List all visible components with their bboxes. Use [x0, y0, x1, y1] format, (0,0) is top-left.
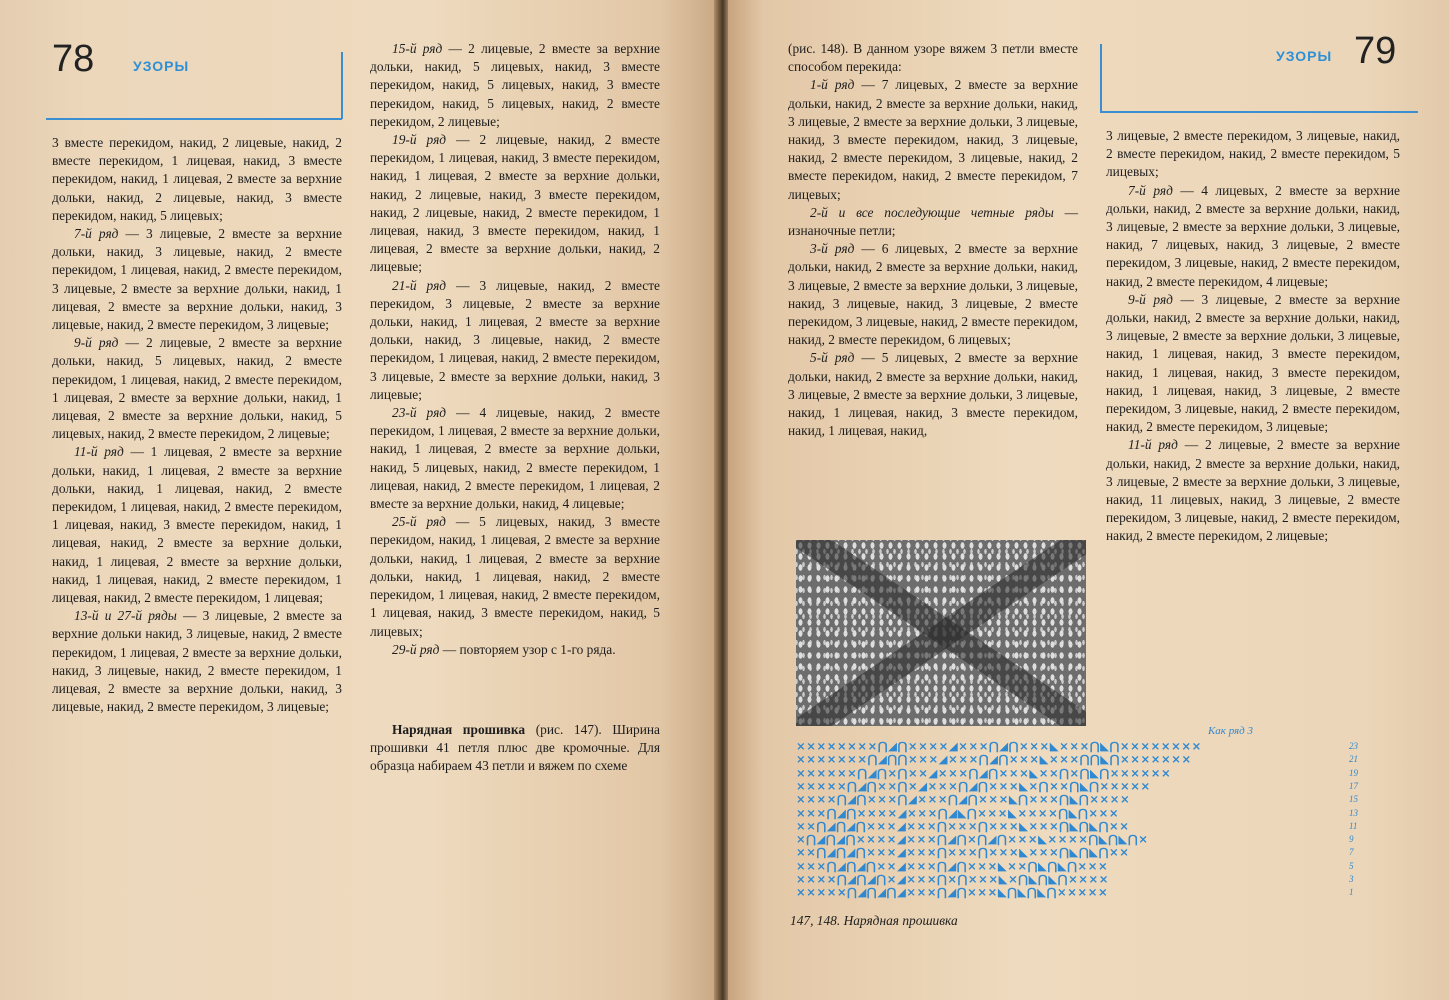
paragraph-text: — 3 лицевые, накид, 2 вместе перекидом, 3 лицевые, 2 вместе за верхние дольки, накид, 1 лицевая, 2 вместе за верхние дольки, накид, 3 лицевые, накид, 2 вместе перекидом, 1 лицевая, накид, 2 вместе перекидом, 3 лицевые, 2 вместе за верхние дольки, накид, 3 лицевые;	[370, 277, 660, 402]
paragraph-text: — 5 лицевых, 2 вместе за верхние дольки, накид, 2 вместе за верхние дольки, накид, 3 лицевые, 2 вместе за верхние дольки, 3 лицевые, накид, 1 лицевая, накид, 3 вместе перекидом, накид, 1 лицевая, накид,	[788, 350, 1078, 439]
row-label: 9-й ряд	[74, 335, 119, 351]
paragraph-text: — 7 лицевых, 2 вместе за верхние дольки, накид, 2 вместе за верхние дольки, накид, 3 лицевые, 2 вместе за верхние дольки, 3 лицевые, накид, 3 вместе перекидом, накид, 3 лицевые, накид, 2 вместе перекидом, 3 лицевые, накид, 2 вместе перекидом, накид, 2 вместе перекидом, 7 лицевых;	[788, 77, 1078, 202]
paragraph	[1106, 436, 1400, 545]
text-column-right-2	[1106, 127, 1400, 546]
row-label: 11-й ряд	[1128, 437, 1178, 453]
row-label: 1-й ряд	[810, 77, 855, 93]
row-label: 9-й ряд	[1128, 291, 1173, 307]
paragraph	[52, 134, 342, 225]
row-label: 23-й ряд	[392, 405, 447, 421]
paragraph	[788, 240, 1078, 349]
paragraph-text: — 6 лицевых, 2 вместе за верхние дольки, накид, 2 вместе за верхние дольки, накид, 3 лицевые, 2 вместе за верхние дольки, 3 лицевые, накид, 3 лицевые, накид, 3 лицевые, 2 вместе перекидом, 3 лицевые, накид, 2 вместе перекидом, накид, 2 вместе перекидом, 6 лицевых;	[788, 241, 1078, 348]
paragraph	[370, 641, 660, 659]
paragraph-text: — 3 лицевые, 2 вместе за верхние дольки, накид, 2 вместе за верхние дольки, накид, 3 лицевые, 2 вместе за верхние дольки, 3 лицевые, накид, 1 лицевая, накид, 3 вместе перекидом, накид, 1 лицевая, накид, 3 вместе перекидом, накид, 1 лицевая, накид, 3 лицевые, 2 вместе перекидом, 3 лицевые, накид, 2 вместе перекидом, накид, 2 вместе перекидом, 3 лицевые;	[1106, 291, 1401, 435]
paragraph	[370, 513, 660, 640]
chart-row-number: 7	[1349, 847, 1354, 858]
chart-label: Как ряд 3	[1208, 725, 1253, 737]
paragraph-text: — 1 лицевая, 2 вместе за верхние дольки, накид, 1 лицевая, 2 вместе за верхние дольки, накид, 1 лицевая, накид, 2 вместе перекидом, 1 лицевая, накид, 2 вместе перекидом, 1 лицевая, накид, 3 вместе перекидом, накид, 1 лицевая, накид, 2 вместе за верхние дольки, накид, 1 лицевая, 2 вместе за верхние дольки, накид, 1 лицевая, накид, 2 вместе перекидом, 1 лицевая, накид, 2 вместе перекидом, 1 лицевая;	[52, 444, 342, 606]
chart-row-number: 9	[1349, 834, 1354, 845]
row-label: 7-й ряд	[1128, 182, 1173, 198]
text-column-left-2	[370, 40, 660, 776]
chart-row-number: 1	[1349, 887, 1354, 898]
row-label: 25-й ряд	[392, 514, 446, 530]
paragraph	[370, 277, 660, 404]
paragraph	[370, 404, 660, 513]
chart-row: ×××××⋂◢⋂◢⋂◢×××⋂◢⋂×××◣⋂◣⋂◣⋂×××××	[796, 885, 1109, 900]
chart-row-number: 13	[1349, 807, 1358, 818]
row-label: 11-й ряд	[74, 444, 124, 460]
paragraph	[788, 40, 1078, 76]
paragraph	[1106, 127, 1400, 182]
bold-lead: Нарядная прошивка	[392, 721, 526, 737]
chart-row: ××⋂◢⋂◢⋂×××◢×××⋂×××⋂×××◣×××⋂◣⋂◣⋂××	[796, 818, 1130, 833]
row-label: 2-й и все последующие четные ряды	[810, 204, 1054, 220]
paragraph-text: — изнаночные петли;	[788, 204, 1078, 239]
paragraph	[1106, 291, 1400, 437]
paragraph-text: — 2 лицевые, 2 вместе за верхние дольки, накид, 5 лицевых, накид, 2 вместе перекидом, 1 лицевая, накид, 2 вместе перекидом, 1 лицевая, 2 вместе за верхние дольки, накид, 1 лицевая, 2 вместе за верхние дольки, накид, 5 лицевых, накид, 2 вместе перекидом, 2 лицевые;	[52, 335, 343, 442]
chart-row: ×××⋂◢⋂◢⋂××◢×××⋂◢⋂×××◣××⋂◣⋂◣⋂×××	[796, 858, 1109, 873]
paragraph	[1106, 182, 1400, 291]
header-rule	[46, 118, 342, 120]
knitting-chart	[796, 725, 1376, 900]
row-label: 7-й ряд	[74, 226, 119, 242]
header-rule-vertical	[1100, 44, 1102, 112]
chart-row: ××××××××⋂◢⋂××××◢×××⋂◢⋂×××◣×××⋂◣⋂××××××××	[796, 739, 1202, 753]
paragraph-text: — 2 лицевые, 2 вместе за верхние дольки, накид, 5 лицевых, накид, 3 вместе перекидом, накид, 5 лицевых, накид, 3 вместе перекидом, накид, 5 лицевых, накид, 2 вместе перекидом, 2 лицевые;	[370, 41, 660, 129]
paragraph-text: — 4 лицевые, накид, 2 вместе перекидом, 1 лицевая, 2 вместе за верхние дольки, накид, 1 лицевая, 2 вместе за верхние дольки, накид, 5 лицевых, накид, 2 вместе перекидом, 1 лицевая, накид, 2 вместе перекидом, 1 лицевая, 2 вместе за верхние дольки, накид, 4 лицевые;	[370, 405, 660, 512]
row-label: 3-й ряд	[810, 241, 855, 257]
paragraph-text: — повторяем узор с 1-го ряда.	[439, 641, 616, 657]
chart-row: ×××⋂◢⋂××××◢×××⋂◢◣⋂×××◣××××⋂◣⋂×××	[796, 805, 1120, 820]
header-rule-vertical	[341, 52, 343, 119]
chart-row: ×⋂◢⋂◢⋂××××◢×××⋂◢⋂×⋂◢⋂×××◣××××⋂◣⋂◣⋂×	[796, 832, 1149, 847]
paragraph-text: — 3 лицевые, 2 вместе за верхние дольки, накид, 3 лицевые, накид, 2 вместе перекидом, 1 лицевая, накид, 2 вместе перекидом, 3 лицевые, 2 вместе за верхние дольки, накид, 1 лицевая, 2 вместе за верхние дольки, накид, 3 лицевые, накид, 2 вместе перекидом, 3 лицевые;	[52, 226, 343, 333]
chart-row-number: 21	[1349, 754, 1358, 765]
chart-row-number: 23	[1349, 741, 1358, 751]
row-label: 19-й ряд	[392, 132, 447, 148]
row-label: 13-й и 27-й ряды	[74, 608, 177, 624]
paragraph-text: 3 лицевые, 2 вместе перекидом, 3 лицевые, накид, 2 вместе перекидом, накид, 2 вместе перекидом, 5 лицевых;	[1106, 128, 1400, 180]
paragraph-text: — 3 лицевые, 2 вместе за верхние дольки накид, 3 лицевые, накид, 2 вместе перекидом, 1 лицевая, 2 вместе за верхние дольки, накид, 3 лицевые, накид, 2 вместе перекидом, 1 лицевая, 2 вместе за верхние дольки, накид, 3 лицевые, накид, 2 вместе перекидом, 3 лицевые;	[52, 608, 342, 715]
running-head: УЗОРЫ	[133, 58, 190, 74]
paragraph	[52, 225, 342, 334]
row-label: 29-й ряд	[392, 641, 440, 657]
paragraph	[370, 721, 660, 776]
chart-row: ××××⋂◢⋂◢⋂×◢×××⋂×⋂×××◣×⋂◣⋂◣⋂××××	[796, 872, 1110, 886]
text-column-left-1	[52, 134, 342, 717]
knit-sample-photo	[796, 540, 1086, 726]
page-number: 79	[1354, 30, 1397, 72]
paragraph-text: — 5 лицевых, накид, 3 вместе перекидом, накид, 1 лицевая, 2 вместе за верхние дольки, накид, 1 лицевая, 2 вместе за верхние дольки, накид, 1 лицевая, накид, 2 вместе перекидом, 1 лицевая, накид, 2 вместе перекидом, 1 лицевая, накид, 3 вместе перекидом, накид, 5 лицевых;	[370, 514, 660, 639]
paragraph	[370, 131, 660, 277]
chart-row: ×××××××⋂◢⋂⋂×××◢×××⋂◢⋂×××◣×××⋂⋂◣⋂×××××××	[796, 752, 1192, 767]
chart-row: ××××××⋂◢⋂×⋂××◢×××⋂◢⋂×××◣××⋂×⋂◣⋂××××××	[796, 765, 1172, 780]
chart-row: ×××××⋂◢⋂××⋂×◢×××⋂◢⋂×××◣×⋂××⋂◣⋂×××××	[796, 778, 1151, 793]
paragraph	[370, 40, 660, 131]
paragraph	[52, 443, 342, 607]
chart-row-number: 15	[1349, 794, 1358, 805]
running-head: УЗОРЫ	[1276, 48, 1333, 64]
chart-row: ××⋂◢⋂◢⋂×××◢×××⋂×××⋂×××◣×××⋂◣⋂◣⋂××	[796, 845, 1130, 860]
chart-row-number: 19	[1349, 767, 1358, 778]
paragraph-text: — 4 лицевых, 2 вместе за верхние дольки, накид, 2 вместе за верхние дольки, накид, 3 лицевые, 2 вместе за верхние дольки, 3 лицевые, накид, 7 лицевых, накид, 3 лицевые, 2 вместе перекидом, 3 лицевые, накид, 2 вместе перекидом, накид, 2 вместе перекидом, 4 лицевые;	[1106, 182, 1400, 289]
text-column-right-1	[788, 40, 1078, 440]
figure-caption: 147, 148. Нарядная прошивка	[790, 913, 958, 928]
paragraph-text: (рис. 147). Ширина прошивки 41 петля плюс две кромочные. Для образца набираем 43 петли и вяжем по схеме	[370, 721, 660, 774]
paragraph-text: — 2 лицевые, 2 вместе за верхние дольки, накид, 2 вместе за верхние дольки, накид, 3 лицевые, 2 вместе за верхние дольки, 3 лицевые, накид, 11 лицевых, накид, 3 лицевые, 2 вместе перекидом, 3 лицевые, накид, 2 вместе перекидом, накид, 2 вместе перекидом, 2 лицевые;	[1106, 437, 1400, 544]
row-label: 5-й ряд	[810, 350, 855, 366]
left-page	[0, 0, 716, 1000]
paragraph	[52, 607, 342, 716]
paragraph-text: 3 вместе перекидом, накид, 2 лицевые, накид, 2 вместе перекидом, 1 лицевая, накид, 3 вместе перекидом, накид, 1 лицевая, 2 вместе за верхние дольки, накид, 2 лицевые, накид, 3 вместе перекидом, накид, 5 лицевых;	[52, 135, 342, 223]
chart-row-number: 5	[1349, 860, 1354, 871]
chart-row-number: 11	[1349, 820, 1358, 831]
chart-row-number: 17	[1349, 780, 1358, 791]
paragraph	[788, 349, 1078, 440]
header-rule	[1100, 111, 1418, 113]
row-label: 21-й ряд	[392, 277, 447, 293]
paragraph	[788, 76, 1078, 203]
chart-row-number: 3	[1349, 874, 1354, 884]
page-number: 78	[52, 38, 95, 80]
paragraph-text: — 2 лицевые, накид, 2 вместе перекидом, 1 лицевая, накид, 3 вместе перекидом, накид, 1 лицевая, 2 вместе за верхние дольки, накид, 2 лицевые, накид, 3 вместе перекидом, накид, 2 лицевые, накид, 2 вместе перекидом, 1 лицевая, накид, 3 вместе перекидом, накид, 1 лицевая, 2 вместе за верхние дольки, накид, 2 лицевые;	[370, 132, 660, 275]
paragraph	[52, 334, 342, 443]
chart-row: ××××⋂◢⋂×××⋂◢×××⋂◢⋂×××◣⋂×××⋂◣⋂××××	[796, 792, 1131, 807]
paragraph-text: (рис. 148). В данном узоре вяжем 3 петли вместе способом перекида:	[788, 41, 1078, 75]
row-label: 15-й ряд	[392, 41, 443, 56]
paragraph	[788, 204, 1078, 240]
